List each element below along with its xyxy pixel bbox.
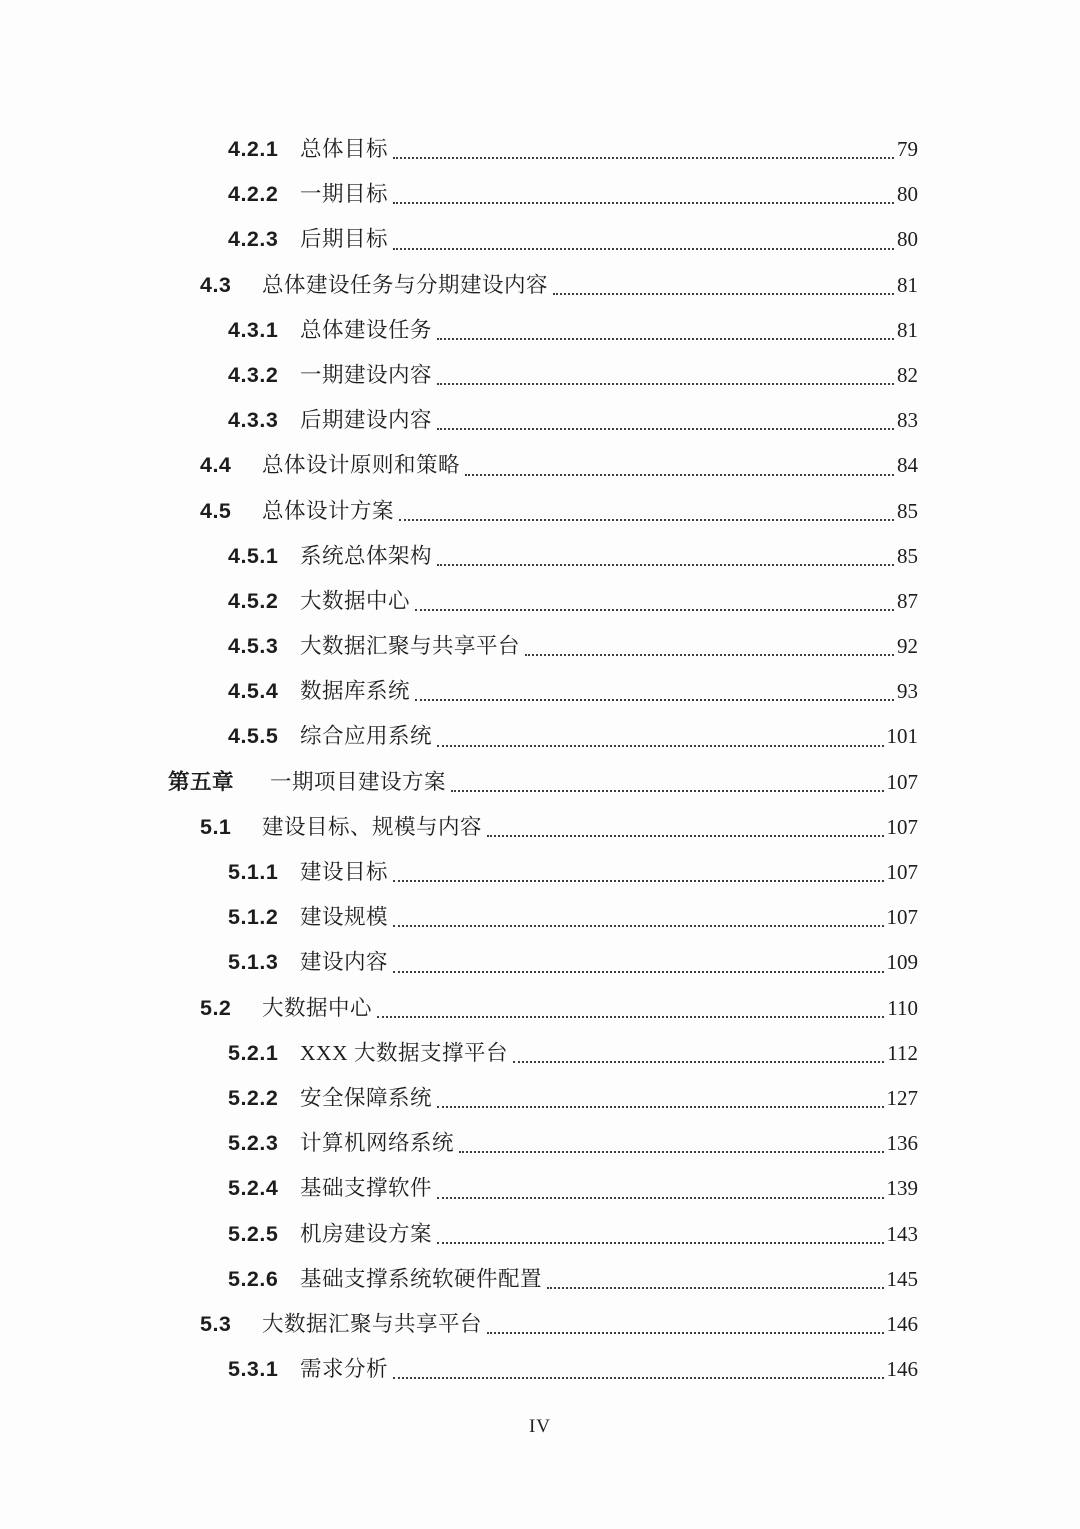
toc-entry-number: 4.4 xyxy=(200,453,232,478)
toc-dot-leader xyxy=(393,971,883,973)
toc-entry-title: 总体建设任务与分期建设内容 xyxy=(262,272,549,297)
toc-entry-title: 后期目标 xyxy=(300,227,389,252)
toc-entry-title: 建设内容 xyxy=(300,950,389,975)
toc-entry-title: 总体设计原则和策略 xyxy=(262,453,461,478)
toc-entry-title: 大数据中心 xyxy=(300,588,411,613)
toc-entry-title: 基础支撑系统软硬件配置 xyxy=(300,1266,543,1291)
toc-entry-number: 4.3.2 xyxy=(228,362,279,387)
toc-entry xyxy=(168,714,918,759)
toc-entry-title: XXX 大数据支撑平台 xyxy=(300,1040,508,1065)
toc-entry-page: 136 xyxy=(886,1131,918,1156)
toc-entry-number: 5.3.1 xyxy=(228,1357,279,1382)
toc-entry-title: 一期目标 xyxy=(300,182,389,207)
toc-entry-page: 85 xyxy=(897,498,918,523)
toc-entry-page: 93 xyxy=(897,679,918,704)
toc-entry-page: 143 xyxy=(886,1221,918,1246)
toc-entry-title: 总体建设任务 xyxy=(300,317,433,342)
toc-entry-title: 建设目标、规模与内容 xyxy=(262,814,483,839)
toc-entry xyxy=(168,1076,918,1121)
toc-dot-leader xyxy=(437,383,894,385)
toc-entry-title: 建设规模 xyxy=(300,905,389,930)
toc-dot-leader xyxy=(415,609,894,611)
toc-entry-title: 系统总体架构 xyxy=(300,543,433,568)
toc-entry-number: 4.3.3 xyxy=(228,408,279,433)
toc-entry-page: 81 xyxy=(897,317,918,342)
toc-entry xyxy=(168,579,918,624)
toc-dot-leader xyxy=(525,654,894,656)
toc-dot-leader xyxy=(393,880,883,882)
toc-dot-leader xyxy=(437,564,894,566)
toc-dot-leader xyxy=(393,157,894,159)
toc-entry xyxy=(168,895,918,940)
toc-entry-page: 107 xyxy=(886,905,918,930)
toc-entry-number: 5.2.2 xyxy=(228,1085,279,1110)
toc-entry xyxy=(168,1166,918,1211)
toc-entry xyxy=(168,1257,918,1302)
toc-entry-number: 4.5 xyxy=(200,498,232,523)
toc-entry-title: 总体目标 xyxy=(300,137,389,161)
toc-entry xyxy=(168,940,918,985)
toc-entry-title: 后期建设内容 xyxy=(300,408,433,433)
toc-entry-number: 5.1.1 xyxy=(228,860,279,884)
toc-entry-page: 80 xyxy=(897,182,918,207)
toc-entry xyxy=(168,398,918,443)
toc-entry xyxy=(168,1212,918,1257)
toc-entry-title: 总体设计方案 xyxy=(262,498,395,523)
toc-dot-leader xyxy=(487,1332,883,1334)
toc-entry-page: 146 xyxy=(886,1311,918,1336)
toc-entry-page: 85 xyxy=(897,543,918,568)
toc-entry-page: 112 xyxy=(887,1040,918,1065)
toc-entry-number: 4.2.1 xyxy=(228,137,279,161)
toc-entry xyxy=(168,1121,918,1166)
toc-dot-leader xyxy=(451,790,883,792)
toc-entry-title: 需求分析 xyxy=(300,1357,389,1382)
toc-entry-page: 84 xyxy=(897,453,918,478)
toc-entry-title: 机房建设方案 xyxy=(300,1221,433,1246)
toc-entry xyxy=(168,624,918,669)
toc-entry xyxy=(168,986,918,1031)
toc-dot-leader xyxy=(393,1377,883,1379)
toc-entry-page: 107 xyxy=(886,769,918,794)
toc-dot-leader xyxy=(437,745,883,747)
toc-entry-title: 计算机网络系统 xyxy=(300,1131,455,1156)
toc-entry-number: 5.3 xyxy=(200,1311,232,1336)
toc-dot-leader xyxy=(393,925,883,927)
toc-entry xyxy=(168,805,918,850)
toc-entry xyxy=(168,1347,918,1392)
toc-dot-leader xyxy=(377,1016,884,1018)
toc-entry xyxy=(168,308,918,353)
toc-entry-number: 4.5.2 xyxy=(228,588,279,613)
toc-dot-leader xyxy=(437,1242,883,1244)
toc-entry-page: 110 xyxy=(887,995,918,1020)
toc-entry-page: 82 xyxy=(897,362,918,387)
toc-entry-page: 139 xyxy=(886,1176,918,1201)
toc-dot-leader xyxy=(553,293,894,295)
toc-entry-page: 145 xyxy=(886,1266,918,1291)
toc-entry-number: 4.5.4 xyxy=(228,679,279,704)
toc-entry-title: 一期建设内容 xyxy=(300,362,433,387)
toc-entry-title: 综合应用系统 xyxy=(300,724,433,749)
toc-entry-page: 81 xyxy=(897,272,918,297)
toc-entry-page: 80 xyxy=(897,227,918,252)
toc-dot-leader xyxy=(513,1061,884,1063)
toc-entry-title: 大数据中心 xyxy=(262,995,373,1020)
toc-entry-number: 5.1 xyxy=(200,814,232,839)
toc-entry-number: 4.5.3 xyxy=(228,634,279,659)
toc-entry-number: 5.2 xyxy=(200,995,232,1020)
toc-dot-leader xyxy=(437,1106,883,1108)
toc-entry xyxy=(168,127,918,172)
toc-dot-leader xyxy=(393,248,894,250)
toc-dot-leader xyxy=(437,1197,883,1199)
toc xyxy=(168,127,918,1392)
toc-entry-page: 109 xyxy=(886,950,918,975)
toc-entry-title: 安全保障系统 xyxy=(300,1085,433,1110)
toc-entry xyxy=(168,760,918,805)
toc-entry-number: 4.2.2 xyxy=(228,182,279,207)
toc-entry-page: 146 xyxy=(886,1357,918,1382)
toc-entry-page: 87 xyxy=(897,588,918,613)
page-number-footer: IV xyxy=(528,1416,552,1437)
toc-entry-number: 4.5.1 xyxy=(228,543,279,568)
toc-entry xyxy=(168,1031,918,1076)
toc-dot-leader xyxy=(459,1151,883,1153)
toc-entry-page: 92 xyxy=(897,634,918,659)
toc-entry-number: 第五章 xyxy=(168,769,235,794)
toc-entry-number: 4.3 xyxy=(200,272,232,297)
toc-entry-title: 建设目标 xyxy=(300,860,389,884)
toc-entry-number: 5.2.4 xyxy=(228,1176,279,1201)
toc-entry-page: 79 xyxy=(897,137,918,161)
toc-dot-leader xyxy=(547,1287,883,1289)
toc-entry-page: 107 xyxy=(886,860,918,884)
toc-entry-title: 大数据汇聚与共享平台 xyxy=(262,1311,483,1336)
toc-dot-leader xyxy=(465,474,894,476)
toc-entry-number: 5.2.3 xyxy=(228,1131,279,1156)
toc-entry-title: 一期项目建设方案 xyxy=(270,769,447,794)
toc-entry xyxy=(168,669,918,714)
toc-entry-number: 5.1.2 xyxy=(228,905,279,930)
toc-entry-number: 5.2.5 xyxy=(228,1221,279,1246)
toc-dot-leader xyxy=(415,699,894,701)
toc-entry-title: 大数据汇聚与共享平台 xyxy=(300,634,521,659)
toc-dot-leader xyxy=(393,202,894,204)
toc-entry xyxy=(168,263,918,308)
toc-entry xyxy=(168,850,918,895)
toc-entry xyxy=(168,443,918,488)
toc-entry-number: 4.5.5 xyxy=(228,724,279,749)
toc-entry-number: 5.2.1 xyxy=(228,1040,279,1065)
toc-entry-number: 5.1.3 xyxy=(228,950,279,975)
toc-entry-page: 101 xyxy=(886,724,918,749)
toc-entry xyxy=(168,534,918,579)
toc-entry xyxy=(168,172,918,217)
toc-entry xyxy=(168,1302,918,1347)
toc-entry-page: 107 xyxy=(886,814,918,839)
toc-entry xyxy=(168,353,918,398)
toc-entry xyxy=(168,489,918,534)
toc-entry-page: 127 xyxy=(886,1085,918,1110)
toc-dot-leader xyxy=(437,338,894,340)
toc-dot-leader xyxy=(437,428,894,430)
toc-entry-number: 5.2.6 xyxy=(228,1266,279,1291)
toc-entry-title: 数据库系统 xyxy=(300,679,411,704)
toc-entry-title: 基础支撑软件 xyxy=(300,1176,433,1201)
toc-dot-leader xyxy=(487,835,883,837)
toc-entry xyxy=(168,217,918,262)
toc-entry-page: 83 xyxy=(897,408,918,433)
toc-entry-number: 4.2.3 xyxy=(228,227,279,252)
toc-entry-number: 4.3.1 xyxy=(228,317,279,342)
toc-dot-leader xyxy=(399,519,894,521)
